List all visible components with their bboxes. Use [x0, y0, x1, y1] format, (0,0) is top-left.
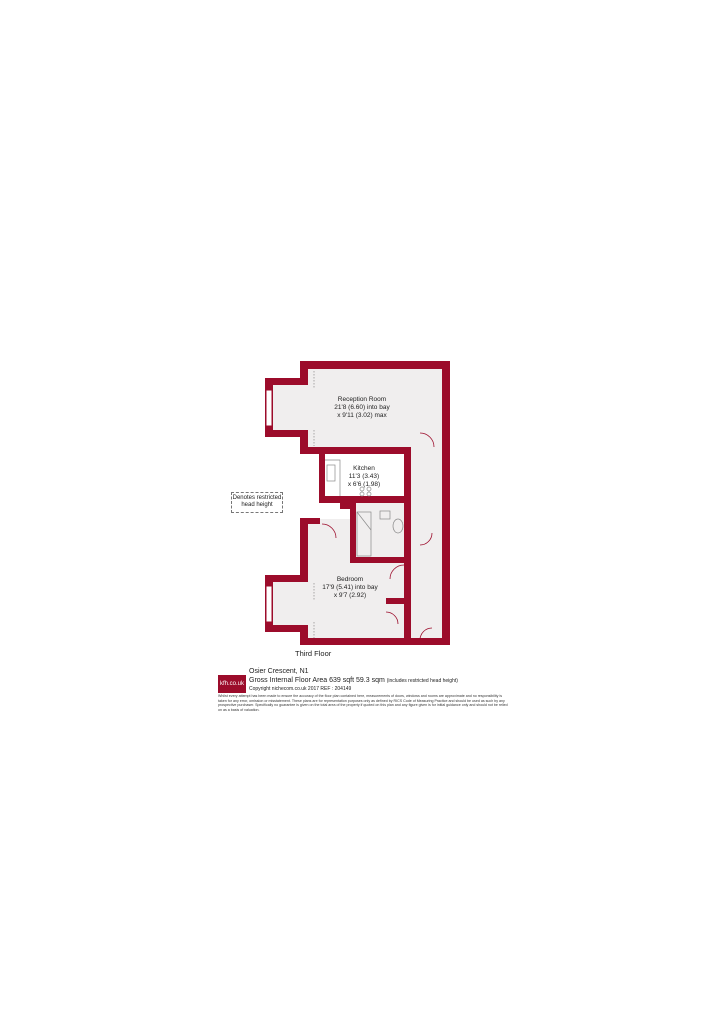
restricted-legend-line2: head height	[241, 502, 273, 508]
bathroom-south-wall	[350, 557, 410, 563]
floor-area-text	[249, 677, 458, 684]
disclaimer: Whilst every attempt has been made to ensure the accuracy of the floor plan contained here, measurements of doors, windows and rooms are approximate and no responsibility is taken for any error, omission or misstatement. These plans are for representation purposes only as defined by RICS Code of Measuring Practice and should be used as such by any prospective purchaser. Specifically no guarantee is given on the total area of the property if quoted on this plan and any figure given is for initial guidance only and should not be relied on as a basis of valuation.	[218, 694, 508, 712]
bathroom-west-wall	[350, 503, 356, 563]
reception-room-name: Reception Room	[337, 396, 387, 403]
south-wall	[300, 638, 450, 645]
kitchen-name: Kitchen	[353, 465, 375, 472]
restricted-legend-line1: Denotes restricted	[232, 495, 282, 501]
kitchen-south-wall	[319, 496, 407, 503]
hall-west-wall	[404, 447, 411, 503]
reception-window	[266, 390, 272, 426]
north-wall	[300, 361, 450, 369]
bedroom-label	[310, 576, 390, 600]
hob-ring-4	[367, 492, 371, 496]
reception-room-dim1: 21'8 (6.60) into bay	[334, 404, 390, 411]
kitchen-dim1: 11'3 (3.43)	[348, 473, 380, 480]
kfh-logo: kfh.co.uk	[218, 675, 246, 693]
bedroom-dim2: x 9'7 (2.92)	[333, 592, 367, 599]
kitchen-west-wall	[319, 447, 325, 503]
reception-room-label	[322, 396, 402, 420]
kitchen-divider	[300, 447, 410, 454]
area-sub: (includes restricted head height)	[386, 678, 458, 684]
hob-ring-3	[360, 492, 364, 496]
reception-room-dim2: x 9'11 (3.02) max	[337, 412, 387, 419]
bedroom-north-step	[300, 565, 308, 582]
restricted-height-legend	[231, 492, 283, 513]
hall-wall-lower	[404, 503, 411, 643]
bedroom-south-step	[300, 625, 308, 645]
north-wall-step	[300, 361, 308, 385]
area-main: Gross Internal Floor Area 639 sqft 59.3 sqm	[249, 677, 385, 684]
floor-label: Third Floor	[295, 649, 332, 658]
property-address: Osier Crescent, N1	[249, 668, 309, 675]
bedroom-name: Bedroom	[336, 576, 364, 583]
restricted-top-wall	[300, 518, 320, 524]
restricted-west-wall	[300, 518, 308, 570]
kitchen-label	[338, 465, 390, 489]
copyright: Copyright nichecom.co.uk 2017 REF : 204149	[249, 686, 352, 692]
kitchen-dim2: x 6'6 (1.98)	[347, 481, 381, 488]
sink	[327, 465, 335, 481]
east-wall	[442, 361, 450, 645]
bedroom-dim1: 17'9 (5.41) into bay	[322, 584, 378, 591]
bedroom-window	[266, 586, 272, 622]
